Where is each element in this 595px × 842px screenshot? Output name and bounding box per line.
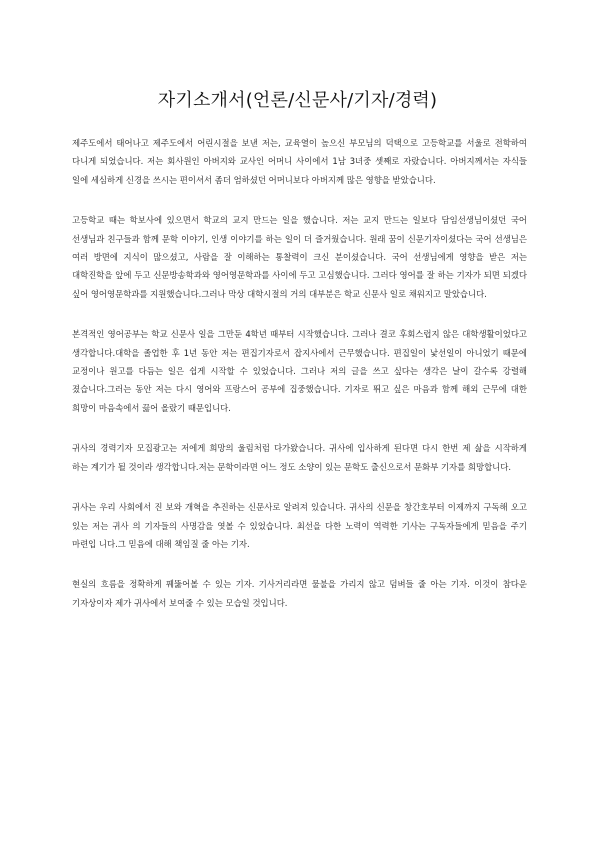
document-title: 자기소개서(언론/신문사/기자/경력) — [157, 90, 438, 111]
paragraph-school-years: 고등학교 때는 학보사에 있으면서 학교의 교지 만드는 일을 했습니다. 저는 교지 만드는 일보다 담임선생님이셨던 국어 선생님과 친구들과 함께 문학 이야기, 인생 이야기를 하는 일이 더 즐거웠습니다. 원래 꿈이 신문기자이셨다는 국어 선생님은 여러 방면에 지식이 많으셨고, 사람을 잘 이해하는 통찰력이 크신 분이셨습니다. 국어 선생님에게 영향을 받은 저는 대학진학을 앞에 두고 신문방송학과와 영어영문학과를 사이에 두고 고심했습니다. 그러다 영어를 잘 하는 기자가 되면 되겠다 싶어 영어영문학과를 지원했습니다.그러나 막상 대학시절의 거의 대부분은 학교 신문사 일로 채워지고 말았습니다. — [72, 215, 527, 299]
paragraph-closing: 현실의 흐름을 정확하게 꿰뚫어볼 수 있는 기자. 기사거리라면 물불을 가리지 않고 덤벼들 줄 아는 기자. 이것이 참다운 기자상이자 제가 귀사에서 보여줄 수 있는 모습일 것입니다. — [72, 579, 527, 608]
paragraph-application-motive: 귀사의 경력기자 모집광고는 저에게 희망의 울림처럼 다가왔습니다. 귀사에 입사하게 된다면 다시 한번 제 삶을 시작하게 하는 계기가 될 것이라 생각합니다.저는 문학이라면 어느 정도 소양이 있는 문학도 출신으로서 문화부 기자를 희망합니다. — [72, 443, 527, 472]
paragraph-career-start: 본격적인 영어공부는 학교 신문사 일을 그만둔 4학년 때부터 시작했습니다. 그러나 결코 후회스럽지 않은 대학생활이었다고 생각합니다.대학을 졸업한 후 1년 동안 저는 편집기자로서 잡지사에서 근무했습니다. 편집일이 낯선일이 아니었기 때문에 교정이나 원고를 다듬는 일은 쉽게 시작할 수 있었습니다. 그러나 저의 글을 쓰고 싶다는 생각은 날이 갈수록 강렬해 졌습니다.그러는 동안 저는 다시 영어와 프랑스어 공부에 집중했습니다. 기자로 뛰고 싶은 마음과 함께 해외 근무에 대한 희망이 마음속에서 끓어 올랐기 때문입니다. — [72, 329, 527, 413]
paragraph-family-background: 제주도에서 태어나고 제주도에서 어린시절을 보낸 저는, 교육열이 높으신 부모님의 덕택으로 고등학교를 서울로 전학하여 다니게 되었습니다. 저는 회사원인 아버지와 교사인 어머니 사이에서 1남 3녀중 셋째로 자랐습니다. 아버지께서는 자식들 일에 세심하게 신경을 쓰시는 편이셔서 좀더 엄하셨던 어머니보다 아버지께 많은 영향을 받았습니다. — [72, 138, 527, 185]
document-body — [72, 134, 527, 634]
paragraph-company-view: 귀사는 우리 사회에서 진 보와 개혁을 추진하는 신문사로 알려져 있습니다. 귀사의 신문을 창간호부터 이제까지 구독해 오고 있는 저는 귀사 의 기자들의 사명감을 엿볼 수 있었습니다. 최선을 다한 노력이 역력한 기사는 구독자들에게 믿음을 주기 마련입 니다.그 믿음에 대해 책임질 줄 아는 기자. — [72, 502, 527, 549]
